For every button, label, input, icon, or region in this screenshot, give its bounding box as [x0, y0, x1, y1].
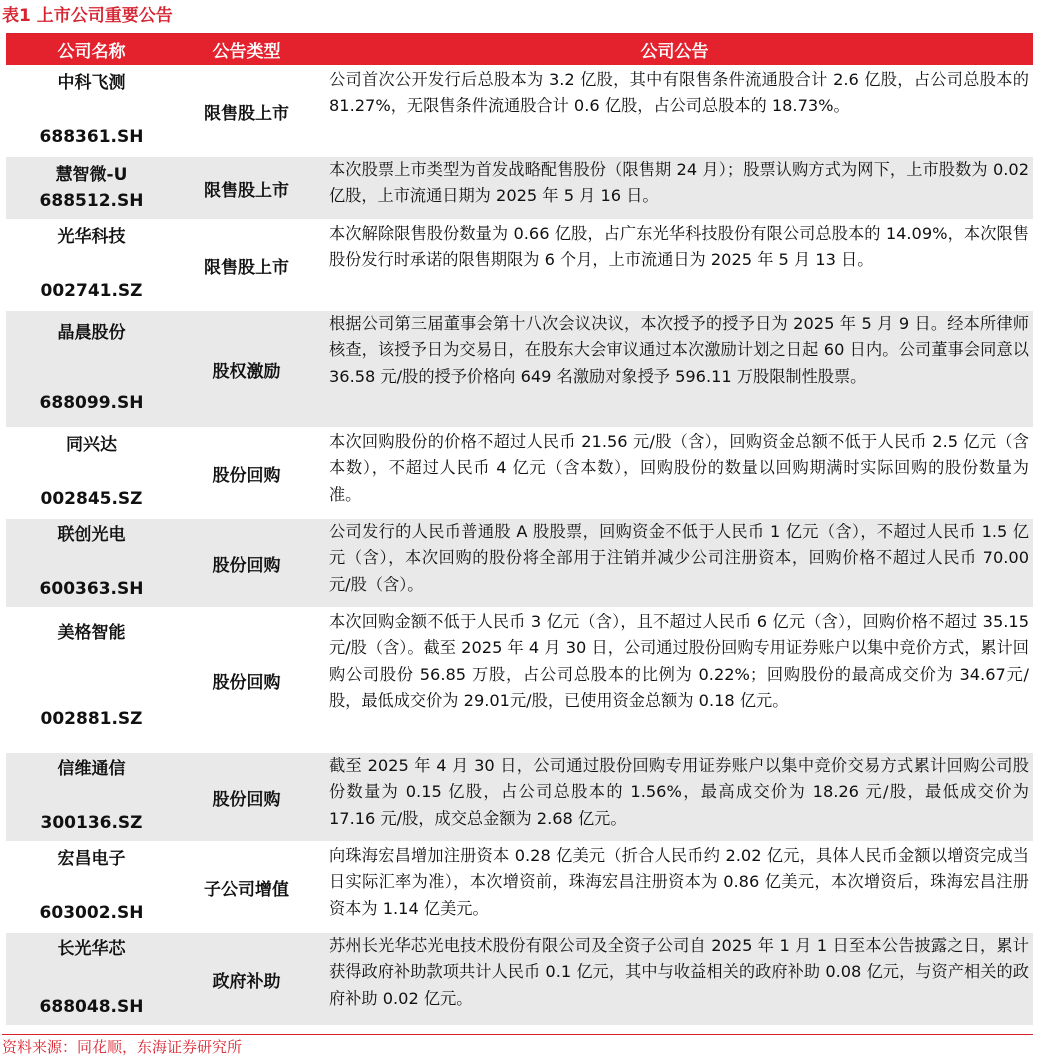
stock-code: 002741.SZ	[40, 281, 143, 301]
announcement-type: 股份回购	[212, 789, 281, 810]
announcement-text: 苏州长光华芯光电技术股份有限公司及全资子公司自 2025 年 1 月 1 日至本公告披露之日，累计获得政府补助款项共计人民币 0.1 亿元，其中与收益相关的政府补助 0.08 亿元，与资产相关的政府补助 0.02 亿元。	[329, 936, 1029, 1008]
company-cell	[6, 67, 177, 155]
announcement-type: 限售股上市	[204, 180, 289, 201]
announcement-type: 股份回购	[212, 465, 281, 486]
announcement-text: 本次解除限售股份数量为 0.66 亿股，占广东光华科技股份有限公司总股本的 14.09%，本次限售股份发行时承诺的限售期限为 6 个月，上市流通日为 2025 年 5 月 13 日。	[329, 224, 1029, 270]
source-note: 资料来源：同花顺，东海证券研究所	[2, 1034, 1033, 1059]
company-name: 晶晨股份	[57, 323, 126, 343]
table-row	[6, 519, 1033, 609]
company-name: 美格智能	[57, 623, 126, 643]
company-name: 同兴达	[66, 435, 117, 455]
announcement-type: 政府补助	[212, 971, 281, 992]
company-cell	[6, 843, 177, 931]
announcement-text: 向珠海宏昌增加注册资本 0.28 亿美元（折合人民币约 2.02 亿元，具体人民币金额以增资完成当日实际汇率为准），本次增资前，珠海宏昌注册资本为 0.86 亿美元，本次增资后，珠海宏昌注册资本为 1.14 亿美元。	[329, 846, 1029, 918]
announcement-text: 本次回购金额不低于人民币 3 亿元（含），且不超过人民币 6 亿元（含），回购价格不超过 35.15 元/股（含）。截至 2025 年 4 月 30 日，公司通过股份回购专用证券账户以集中竞价方式，累计回购公司股份 56.85 万股，占公司总股本的比例为 0.22%；回购股份的最高成交价为 34.67元/股，最低成交价为 29.01元/股，已使用资金总额为 0.18 亿元。	[329, 612, 1029, 711]
table-row	[6, 157, 1033, 221]
table-row	[6, 311, 1033, 429]
company-cell	[6, 933, 177, 1025]
announcement-type: 股份回购	[212, 672, 281, 693]
company-name: 宏昌电子	[57, 849, 126, 869]
announcements-table	[6, 33, 1033, 1027]
announcement-text: 本次回购股份的价格不超过人民币 21.56 元/股（含），回购资金总额不低于人民币 2.5 亿元（含本数），不超过人民币 4 亿元（含本数），回购股份的数量以回购期满时实际回购的股份数量为准。	[329, 432, 1029, 504]
company-name: 中科飞测	[57, 73, 126, 93]
table-header	[6, 34, 1033, 67]
company-cell	[6, 609, 177, 751]
table-row	[6, 609, 1033, 753]
announcement-type: 限售股上市	[204, 103, 289, 124]
header-company-name: 公司名称	[57, 42, 126, 62]
company-name: 光华科技	[57, 227, 126, 247]
announcement-type: 限售股上市	[204, 257, 289, 278]
header-announcement: 公司公告	[640, 42, 709, 62]
announcement-type: 股权激励	[212, 361, 281, 382]
header-announcement-type: 公告类型	[212, 42, 281, 62]
company-cell	[6, 753, 177, 841]
company-name: 信维通信	[57, 759, 126, 779]
table-title: 表1 上市公司重要公告	[2, 6, 173, 26]
announcement-text: 本次股票上市类型为首发战略配售股份（限售期 24 月）；股票认购方式为网下，上市股数为 0.02 亿股，上市流通日期为 2025 年 5 月 16 日。	[329, 160, 1029, 206]
table-row	[6, 221, 1033, 311]
company-cell	[6, 429, 177, 517]
table-row	[6, 753, 1033, 843]
table-row	[6, 67, 1033, 157]
company-name: 联创光电	[57, 525, 126, 545]
announcement-type: 股份回购	[212, 555, 281, 576]
stock-code: 688361.SH	[39, 127, 144, 147]
stock-code: 600363.SH	[39, 579, 144, 599]
table-row	[6, 429, 1033, 519]
stock-code: 002845.SZ	[40, 489, 143, 509]
announcement-text: 公司发行的人民币普通股 A 股股票，回购资金不低于人民币 1 亿元（含），不超过人民币 1.5 亿元（含），本次回购的股份将全部用于注销并减少公司注册资本，回购价格不超过人民币 70.00 元/股（含）。	[329, 522, 1029, 594]
announcement-text: 根据公司第三届董事会第十八次会议决议，本次授予的授予日为 2025 年 5 月 9 日。经本所律师核查，该授予日为交易日，在股东大会审议通过本次激励计划之日起 60 日内。公司董事会同意以 36.58 元/股的授予价格向 649 名激励对象授予 596.11 万股限制性股票。	[329, 314, 1029, 386]
announcement-text: 公司首次公开发行后总股本为 3.2 亿股，其中有限售条件流通股合计 2.6 亿股，占公司总股本的 81.27%，无限售条件流通股合计 0.6 亿股，占公司总股本的 18.73%。	[329, 70, 1029, 116]
announcement-text: 截至 2025 年 4 月 30 日，公司通过股份回购专用证券账户以集中竞价交易方式累计回购公司股份数量为 0.15 亿股，占公司总股本的 1.56%，最高成交价为 18.26 元/股，最低成交价为 17.16 元/股，成交总金额为 2.68 亿元。	[329, 756, 1029, 828]
announcement-type: 子公司增值	[204, 879, 289, 900]
company-cell	[6, 519, 177, 607]
company-cell	[6, 221, 177, 309]
stock-code: 688099.SH	[39, 393, 144, 413]
stock-code: 002881.SZ	[40, 709, 143, 729]
table-row	[6, 933, 1033, 1027]
company-cell	[6, 157, 177, 219]
stock-code: 688512.SH	[39, 191, 144, 211]
company-name: 长光华芯	[57, 939, 126, 959]
stock-code: 688048.SH	[39, 997, 144, 1017]
company-name: 慧智微-U	[55, 165, 128, 185]
stock-code: 603002.SH	[39, 903, 144, 923]
stock-code: 300136.SZ	[40, 813, 143, 833]
company-cell	[6, 311, 177, 427]
table-row	[6, 843, 1033, 933]
